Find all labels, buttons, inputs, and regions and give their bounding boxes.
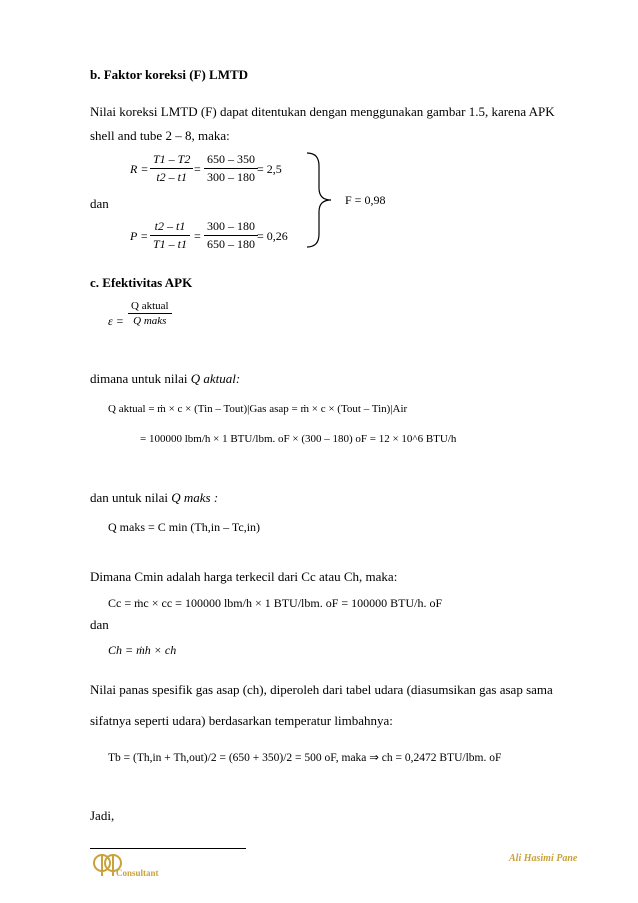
panas-spesifik-line1: Nilai panas spesifik gas asap (ch), diperoleh dari tabel udara (diasumsikan gas asap sama: [90, 682, 553, 697]
r-lhs: R =: [130, 162, 149, 176]
q-aktual-equation: Q aktual = ṁ × c × (Tin – Tout)|Gas asap = ṁ × c × (Tout – Tin)|Air: [108, 403, 408, 415]
ch-equation: Ch = ṁh × ch: [108, 643, 177, 657]
footnote-rule: [90, 848, 246, 849]
curly-brace-icon: [305, 150, 335, 250]
r-fraction-2: $\frac{650 - 350}{300 - 180}$: [204, 152, 258, 185]
section-b-heading: b. Faktor koreksi (F) LMTD: [90, 67, 249, 82]
dimana-cmin-line: Dimana Cmin adalah harga terkecil dari Cc atau Ch, maka:: [90, 569, 398, 584]
p-result: = 0,26: [257, 229, 288, 243]
tb-equation: Tb = (Th,in + Th,out)/2 = (650 + 350)/2 = 500 oF, maka ⇒ ch = 0,2472 BTU/lbm. oF: [108, 752, 502, 764]
panas-spesifik-line2: sifatnya seperti udara) berdasarkan temperatur limbahnya:: [90, 713, 393, 728]
cc-equation: Cc = ṁc × cc = 100000 lbm/h × 1 BTU/lbm. oF = 100000 BTU/h. oF: [108, 596, 443, 610]
q-aktual-calculation: = 100000 lbm/h × 1 BTU/lbm. oF × (300 – 180) oF = 12 × 10^6 BTU/h: [140, 433, 457, 445]
jadi-label: Jadi,: [90, 808, 115, 823]
dan-label: dan: [90, 196, 109, 211]
p-fraction-1: $\frac{t2 - t1}{T1 - t1}$: [150, 219, 190, 252]
section-c-heading: c. Efektivitas APK: [90, 275, 193, 290]
section-b-paragraph-line2: shell and tube 2 – 8, maka:: [90, 128, 230, 143]
author-name: Ali Hasimi Pane: [509, 853, 578, 864]
epsilon-lhs: ε =: [108, 314, 124, 328]
dan-untuk-maks-line: dan untuk nilai Q maks :: [90, 490, 219, 505]
r-result: = 2,5: [257, 162, 282, 176]
p-lhs: P =: [130, 229, 149, 243]
consultant-label: Consultant: [116, 868, 159, 878]
f-result: F = 0,98: [345, 193, 386, 207]
r-fraction-1: $\frac{T1 - T2}{t2 - t1}$: [150, 152, 193, 185]
epsilon-fraction: $\frac{\text{Q aktual}}{\text{Q maks}}$: [128, 300, 172, 327]
p-fraction-2: $\frac{300 - 180}{650 - 180}$: [204, 219, 258, 252]
p-equals: =: [194, 229, 201, 243]
dimana-line: dimana untuk nilai Q aktual:: [90, 371, 241, 386]
r-equals: =: [194, 162, 201, 176]
q-maks-equation: Q maks = C min (Th,in – Tc,in): [108, 520, 261, 534]
dan2-label: dan: [90, 617, 109, 632]
section-b-paragraph: Nilai koreksi LMTD (F) dapat ditentukan dengan menggunakan gambar 1.5, karena APK: [90, 104, 555, 119]
